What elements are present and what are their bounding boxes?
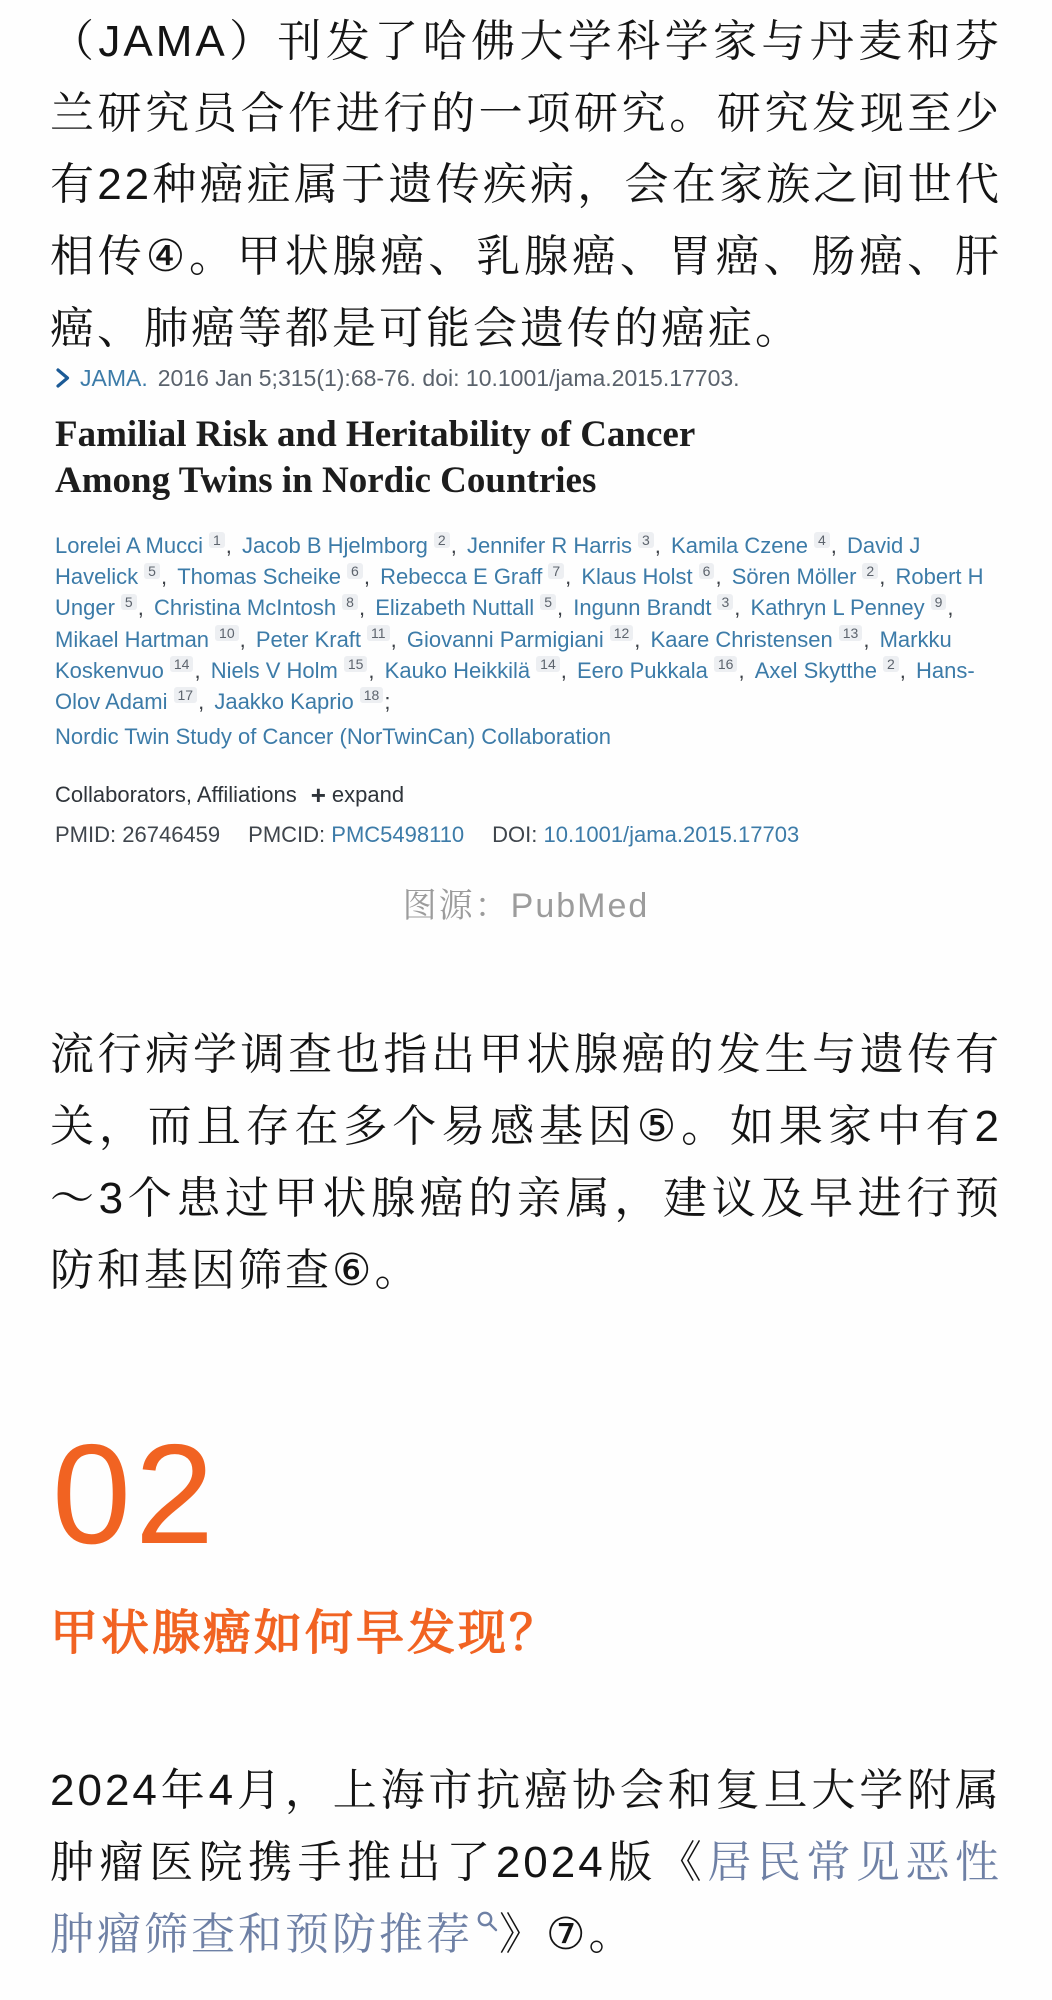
affiliation-number: 5 (144, 563, 160, 579)
author-separator: , (358, 595, 366, 621)
author-entry[interactable] (573, 595, 746, 620)
affiliation-number: 15 (344, 656, 368, 672)
search-icon (475, 1909, 499, 1933)
author-entry[interactable] (732, 564, 892, 589)
author-entry[interactable] (671, 533, 843, 558)
affiliation-number: 10 (215, 625, 239, 641)
author-link[interactable]: Kathryn L Penney (750, 595, 925, 621)
author-separator: , (734, 595, 741, 621)
affiliation-number: 3 (638, 532, 654, 548)
jama-journal-link[interactable]: JAMA. (80, 364, 148, 391)
author-link[interactable]: Kamila Czene (671, 533, 808, 559)
author-separator: , (899, 657, 906, 683)
affiliation-number: 17 (174, 687, 198, 703)
author-entry[interactable] (385, 658, 573, 683)
author-entry[interactable] (577, 658, 751, 683)
expand-label: expand (331, 782, 405, 808)
pmid-group (55, 822, 220, 847)
author-entry[interactable] (755, 658, 912, 683)
author-entry[interactable] (177, 564, 376, 589)
author-separator: , (634, 626, 641, 652)
author-link[interactable]: Robert H Unger (55, 564, 984, 621)
author-link[interactable]: Markku Koskenvuo (55, 626, 952, 683)
author-separator: , (194, 657, 201, 683)
author-entry[interactable] (154, 595, 371, 620)
doi-group (492, 822, 799, 847)
author-link[interactable]: Kaare Christensen (650, 626, 833, 652)
identifiers-row (55, 822, 1002, 848)
affiliation-number: 2 (862, 563, 878, 579)
affiliation-number: 1 (209, 532, 225, 548)
expand-button[interactable] (310, 780, 405, 811)
screening-text-after: 》⑦。 (499, 1909, 636, 1959)
author-link[interactable]: Kauko Heikkilä (384, 657, 531, 683)
collaborators-affiliations-label: Collaborators, Affiliations (55, 782, 297, 808)
author-separator: , (390, 626, 397, 652)
affiliation-number: 4 (814, 532, 830, 548)
screening-guide-link-text: 居民常见恶性肿瘤筛查和预防推荐 (50, 1837, 1002, 1959)
author-entry[interactable] (407, 627, 647, 652)
affiliation-number: 6 (347, 563, 363, 579)
image-source-caption: 图源：PubMed (402, 887, 650, 926)
affiliation-number: 13 (839, 625, 863, 641)
pubmed-screenshot[interactable] (50, 365, 1002, 849)
affiliation-number: 2 (434, 532, 450, 548)
author-separator: , (565, 564, 572, 590)
author-entry[interactable] (242, 533, 463, 558)
pubmed-citation-line (55, 365, 1002, 392)
author-separator: , (738, 657, 745, 683)
author-entry[interactable] (751, 595, 954, 620)
author-entry[interactable] (581, 564, 727, 589)
author-entry[interactable] (55, 533, 238, 558)
author-separator: , (160, 564, 168, 590)
doi-link[interactable]: 10.1001/jama.2015.17703 (543, 822, 800, 848)
pmid-value: 26746459 (122, 822, 221, 848)
author-separator: , (225, 533, 232, 559)
author-entry[interactable] (651, 627, 876, 652)
author-link[interactable]: Rebecca E Graff (380, 564, 543, 590)
citation-meta-text: 2016 Jan 5;315(1):68-76. doi: 10.1001/jama.2015.17703. (157, 364, 740, 391)
author-link[interactable]: Mikael Hartman (55, 626, 210, 652)
author-separator: , (368, 657, 375, 683)
author-link[interactable]: Jaakko Kaprio (214, 688, 354, 714)
section-title: 甲状腺癌如何早发现？ (50, 1607, 561, 1661)
author-separator: , (198, 688, 205, 714)
author-entry[interactable] (256, 627, 403, 652)
author-link[interactable]: David J Havelick (55, 533, 921, 590)
author-separator: , (715, 564, 722, 590)
affiliation-number: 5 (121, 594, 137, 610)
affiliation-number: 7 (548, 563, 564, 579)
author-entry[interactable] (211, 658, 381, 683)
author-separator: , (830, 533, 837, 559)
author-separator: , (863, 626, 870, 652)
collaboration-group-link[interactable]: Nordic Twin Study of Cancer (NorTwinCan) Collaboration (55, 723, 611, 749)
chevron-right-icon (55, 366, 70, 390)
author-link[interactable]: Ingunn Brandt (573, 595, 712, 621)
pmcid-link[interactable]: PMC5498110 (331, 822, 465, 848)
author-entry[interactable] (467, 533, 667, 558)
author-entry[interactable] (380, 564, 577, 589)
author-link[interactable]: Klaus Holst (581, 564, 693, 590)
author-link[interactable]: Giovanni Parmigiani (406, 626, 604, 652)
author-separator: , (556, 595, 564, 621)
author-link[interactable]: Jennifer R Harris (466, 533, 632, 559)
paragraph-heredity: （JAMA）刊发了哈佛大学科学家与丹麦和芬兰研究员合作进行的一项研究。研究发现至少有22种癌症属于遗传疾病，会在家族之间世代相传④。甲状腺癌、乳腺癌、胃癌、肠癌、肝癌、肺癌等都是可能会遗传的癌症。 (50, 17, 1002, 353)
author-separator: , (947, 595, 954, 621)
affiliation-number: 16 (714, 656, 738, 672)
author-link[interactable]: Eero Pukkala (577, 657, 708, 683)
pmid-label: PMID: (55, 822, 117, 848)
section-number: 02 (52, 1415, 218, 1575)
affiliation-number: 9 (931, 594, 947, 610)
collaborators-affiliations-row (55, 780, 1002, 811)
author-entry[interactable] (214, 689, 390, 714)
affiliation-number: 8 (342, 594, 358, 610)
paper-title: Familial Risk and Heritability of Cancer Among Twins in Nordic Countries (55, 413, 695, 502)
author-separator: , (560, 657, 567, 683)
affiliation-number: 3 (717, 594, 733, 610)
affiliation-number: 6 (699, 563, 715, 579)
author-link[interactable]: Christina McIntosh (153, 595, 337, 621)
author-separator: , (654, 533, 661, 559)
author-link[interactable]: Axel Skytthe (754, 657, 877, 683)
author-separator: ; (384, 688, 391, 714)
doi-label: DOI: (492, 822, 538, 848)
author-separator: , (363, 564, 370, 590)
author-link[interactable]: Jacob B Hjelmborg (242, 533, 428, 559)
affiliation-number: 18 (360, 687, 384, 703)
author-separator: , (879, 564, 886, 590)
paragraph-epidemiology: 流行病学调查也指出甲状腺癌的发生与遗传有关，而且存在多个易感基因⑤。如果家中有2～3个患过甲状腺癌的亲属，建议及早进行预防和基因筛查⑥。 (50, 1030, 1002, 1295)
pmcid-label: PMCID: (248, 822, 326, 848)
affiliation-number: 14 (536, 656, 560, 672)
author-separator: , (239, 626, 246, 652)
affiliation-number: 11 (367, 625, 390, 641)
affiliation-number: 5 (540, 594, 556, 610)
author-link[interactable]: Lorelei A Mucci (55, 533, 203, 559)
screening-text-before: 2024年4月，上海市抗癌协会和复旦大学附属肿瘤医院携手推出了2024版《 (50, 1766, 1002, 1887)
author-link[interactable]: Peter Kraft (255, 626, 362, 652)
author-entry[interactable] (55, 627, 252, 652)
author-list (55, 531, 1002, 718)
plus-icon: + (310, 780, 326, 811)
author-link[interactable]: Hans-Olov Adami (55, 657, 975, 714)
affiliation-number: 12 (610, 625, 634, 641)
author-link[interactable]: Thomas Scheike (177, 564, 342, 590)
pmcid-group (248, 822, 464, 847)
author-link[interactable]: Sören Möller (731, 564, 857, 590)
affiliation-number: 14 (170, 656, 194, 672)
author-separator: , (137, 595, 144, 621)
author-separator: , (450, 533, 457, 559)
author-entry[interactable] (375, 595, 569, 620)
author-link[interactable]: Elizabeth Nuttall (375, 595, 535, 621)
paragraph-screening-guide (50, 1755, 1002, 1970)
author-link[interactable]: Niels V Holm (210, 657, 338, 683)
affiliation-number: 2 (883, 656, 899, 672)
